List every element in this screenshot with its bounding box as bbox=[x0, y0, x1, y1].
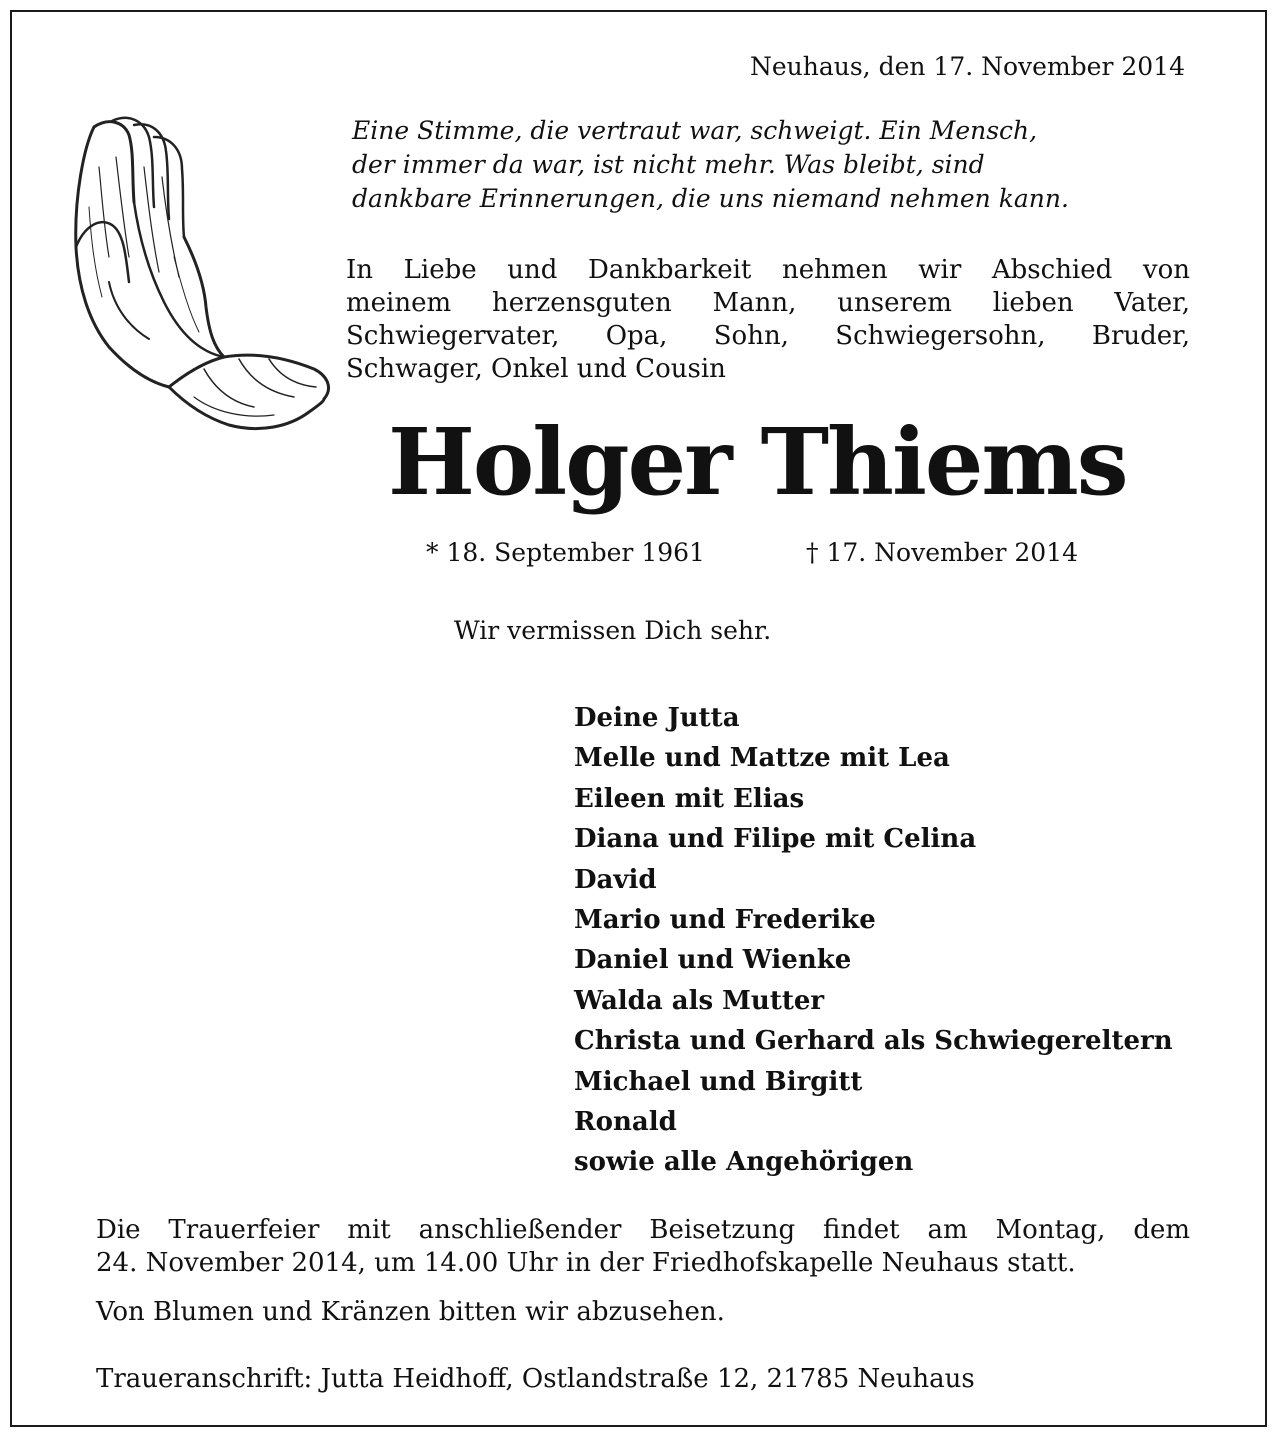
mourner: Melle und Mattze mit Lea bbox=[574, 743, 950, 774]
farewell-intro bbox=[346, 254, 1190, 386]
mourner: Deine Jutta bbox=[574, 703, 740, 733]
mourner: Michael und Birgitt bbox=[574, 1066, 863, 1097]
intro-line: In Liebe und Dankbarkeit nehmen wir Abschied von bbox=[346, 255, 1190, 285]
intro-line: meinem herzensguten Mann, unserem lieben Vater, bbox=[346, 288, 1190, 318]
deceased-name: Holger Thiems bbox=[388, 408, 1127, 516]
praying-hands-icon bbox=[54, 107, 339, 437]
mourning-address: Traueranschrift: Jutta Heidhoff, Ostlandstraße 12, 21785 Neuhaus bbox=[96, 1364, 975, 1394]
mourner: David bbox=[574, 864, 657, 895]
mourner: Ronald bbox=[574, 1107, 677, 1138]
birth-date: * 18. September 1961 bbox=[426, 538, 705, 567]
miss-you-line: Wir vermissen Dich sehr. bbox=[454, 616, 772, 645]
motto-line: dankbare Erinnerungen, die uns niemand nehmen kann. bbox=[352, 184, 1069, 213]
mourner: sowie alle Angehörigen bbox=[574, 1147, 914, 1178]
mourner: Mario und Frederike bbox=[574, 905, 876, 936]
flowers-note: Von Blumen und Kränzen bitten wir abzusehen. bbox=[96, 1297, 725, 1327]
death-date: † 17. November 2014 bbox=[806, 538, 1079, 567]
mourners-list bbox=[574, 698, 1173, 1183]
motto-quote bbox=[352, 114, 1190, 216]
intro-line: Schwiegervater, Opa, Sohn, Schwiegersohn, Bruder, bbox=[346, 321, 1190, 351]
mourner: Eileen mit Elias bbox=[574, 783, 805, 814]
mourner: Christa und Gerhard als Schwiegereltern bbox=[574, 1026, 1173, 1057]
funeral-line: Die Trauerfeier mit anschließender Beisetzung findet am Montag, dem bbox=[96, 1215, 1190, 1245]
mourner: Daniel und Wienke bbox=[574, 945, 852, 976]
funeral-line: 24. November 2014, um 14.00 Uhr in der Friedhofskapelle Neuhaus statt. bbox=[96, 1248, 1076, 1278]
motto-line: Eine Stimme, die vertraut war, schweigt. Ein Mensch, bbox=[352, 116, 1038, 145]
obituary-notice bbox=[10, 10, 1267, 1427]
motto-line: der immer da war, ist nicht mehr. Was bleibt, sind bbox=[352, 150, 985, 179]
mourner: Walda als Mutter bbox=[574, 985, 825, 1016]
funeral-info bbox=[96, 1214, 1190, 1280]
mourner: Diana und Filipe mit Celina bbox=[574, 824, 977, 855]
intro-line: Schwager, Onkel und Cousin bbox=[346, 354, 726, 384]
place-date: Neuhaus, den 17. November 2014 bbox=[749, 52, 1185, 81]
